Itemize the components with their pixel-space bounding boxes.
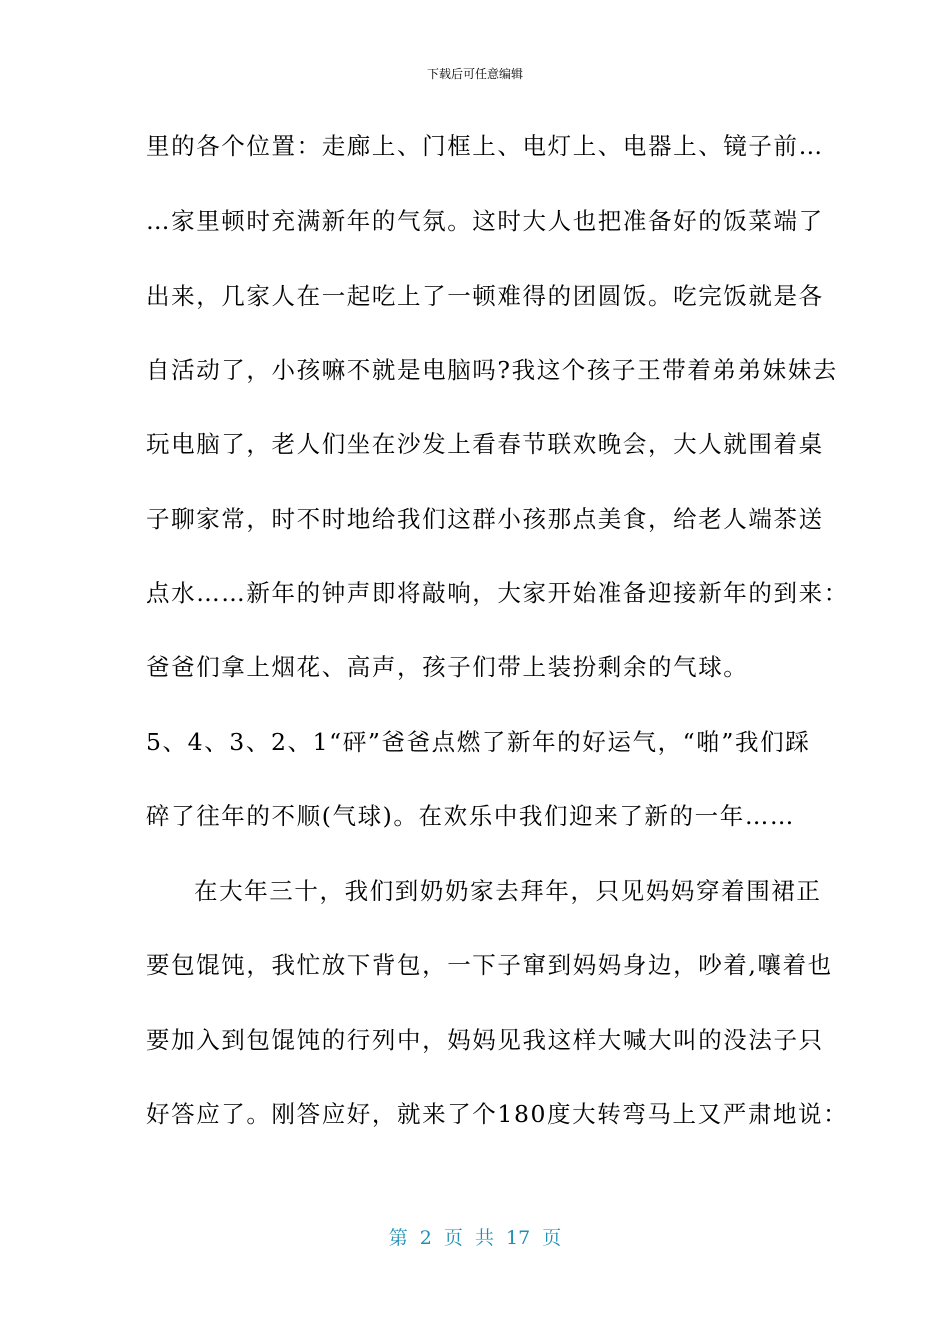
- text-line: 点水……新年的钟声即将敲响，大家开始准备迎接新年的到来：: [146, 579, 849, 607]
- text-line: 自活动了，小孩嘛不就是电脑吗?我这个孩子王带着弟弟妹妹去: [146, 356, 838, 384]
- page-header: 下载后可任意编辑: [426, 67, 523, 81]
- text-line: 碎了往年的不顺(气球)。在欢乐中我们迎来了新的一年……: [146, 802, 796, 830]
- text-line: 子聊家常，时不时地给我们这群小孩那点美食，给老人端茶送: [146, 505, 824, 533]
- text-line: 5、4、3、2、1“砰”爸爸点燃了新年的好运气，“啪”我们踩: [146, 728, 811, 756]
- page-number-footer: 第 2 页 共 17 页: [388, 1227, 562, 1249]
- text-line: 好答应了。刚答应好，就来了个180度大转弯马上又严肃地说：: [146, 1100, 849, 1128]
- text-line-indented: 在大年三十，我们到奶奶家去拜年，只见妈妈穿着围裙正: [194, 877, 822, 905]
- text-line: …家里顿时充满新年的气氛。这时大人也把准备好的饭菜端了: [146, 207, 824, 235]
- text-line: 要包馄饨，我忙放下背包，一下子窜到妈妈身边，吵着,嚷着也: [146, 951, 833, 979]
- text-line: 里的各个位置：走廊上、门框上、电灯上、电器上、镜子前…: [146, 132, 824, 160]
- text-line: 出来，几家人在一起吃上了一顿难得的团圆饭。吃完饭就是各: [146, 282, 824, 310]
- text-line: 要加入到包馄饨的行列中，妈妈见我这样大喊大叫的没法子只: [146, 1026, 824, 1054]
- text-line: 爸爸们拿上烟花、高声，孩子们带上装扮剩余的气球。: [146, 653, 749, 681]
- text-line: 玩电脑了，老人们坐在沙发上看春节联欢晚会，大人就围着桌: [146, 430, 824, 458]
